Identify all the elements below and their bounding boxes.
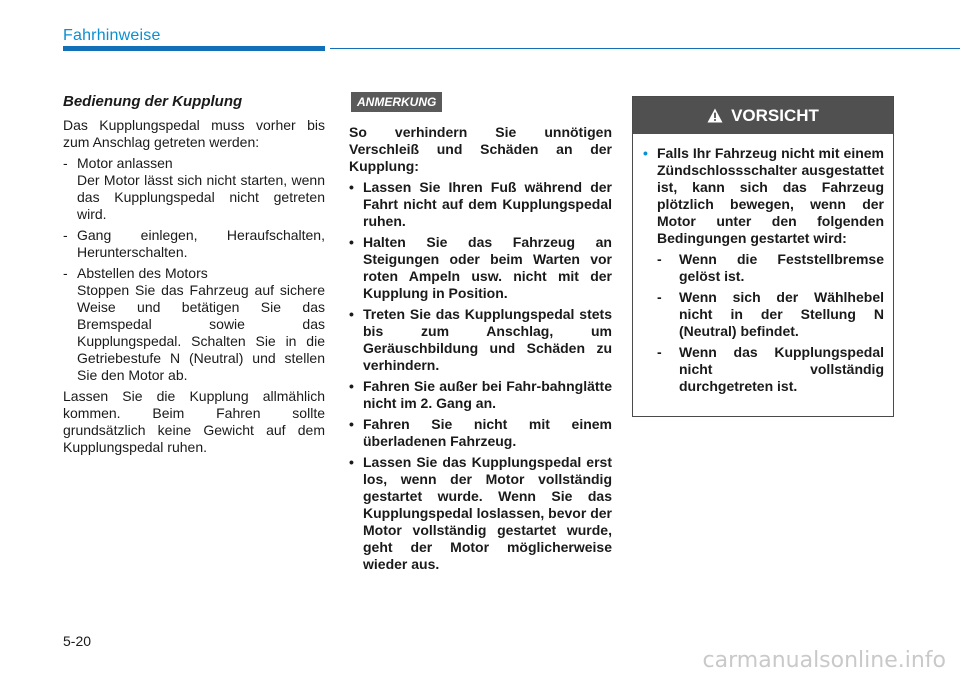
list-item: • Treten Sie das Kupplungspedal stets bis zum Anschlag, um Geräuschbildung und Schäden zu verhindern. (349, 306, 612, 373)
caution-box (632, 96, 894, 417)
bullet-icon: • (349, 179, 354, 195)
dash-mark: - (63, 227, 68, 243)
list-item: • Lassen Sie das Kupplungspedal erst los, wenn der Motor vollständig gestartet wurde. Wenn Sie das Kupplungspedal loslassen, bevor der Motor vollständig gestartet wurde, geht der Motor möglicherweise wieder aus. (349, 454, 612, 572)
caution-list (643, 251, 884, 395)
caution-lead-item (643, 145, 884, 247)
dash-mark: - (63, 155, 68, 171)
header-rule-thin (330, 48, 960, 49)
list-item-detail: Der Motor lässt sich nicht starten, wenn das Kupplungspedal nicht getreten wird. (77, 172, 325, 222)
caution-body (633, 134, 893, 395)
bullet-icon: • (349, 378, 354, 394)
note-intro: So verhindern Sie unnötigen Verschleiß und Schäden an der Kupplung: (349, 124, 612, 174)
list-item (63, 265, 325, 384)
dash-mark: - (657, 251, 662, 267)
clutch-outro: Lassen Sie die Kupplung allmählich kommen. Beim Fahren sollte grundsätzlich keine Gewicht auf dem Kupplungspedal ruhen. (63, 388, 325, 455)
bullet-icon: • (349, 454, 354, 470)
list-item-label: Abstellen des Motors (77, 265, 208, 281)
list-item-label: Motor anlassen (77, 155, 173, 171)
list-item-detail: Stoppen Sie das Fahrzeug auf sichere Weise und betätigen Sie das Bremspedal sowie das Kupplungspedal. Schalten Sie in die Getriebestufe N (Neutral) und stellen Sie den Motor ab. (77, 282, 325, 383)
dash-mark: - (63, 265, 68, 281)
header-rule-thick (63, 46, 325, 51)
page-number: 5-20 (63, 633, 92, 649)
caution-header (633, 97, 893, 134)
caution-lead: Falls Ihr Fahrzeug nicht mit einem Zündschlossschalter ausgestattet ist, kann sich das Fahrzeug plötzlich bewegen, wenn der Motor unter den folgenden Bedingungen gestartet wird: (657, 145, 884, 246)
list-item: • Fahren Sie nicht mit einem überladenen Fahrzeug. (349, 416, 612, 449)
list-item: • Fahren Sie außer bei Fahr-bahnglätte nicht im 2. Gang an. (349, 378, 612, 411)
dash-mark: - (657, 344, 662, 360)
caution-title: VORSICHT (731, 105, 819, 125)
warning-triangle-icon (707, 108, 723, 123)
note-badge: ANMERKUNG (351, 92, 442, 112)
bullet-icon: • (349, 234, 354, 250)
list-item (63, 155, 325, 223)
middle-column (349, 92, 612, 577)
dash-mark: - (657, 289, 662, 305)
bullet-icon: • (349, 306, 354, 322)
watermark: carmanualsonline.info (702, 648, 946, 673)
list-item: • Halten Sie das Fahrzeug an Steigungen oder beim Warten vor roten Ampeln usw. nicht mit der Kupplung in Position. (349, 234, 612, 301)
blue-bullet-icon: • (643, 145, 648, 161)
list-item-label: Gang einlegen, Heraufschalten, Herunterschalten. (77, 227, 325, 260)
list-item: • Lassen Sie Ihren Fuß während der Fahrt nicht auf dem Kupplungspedal ruhen. (349, 179, 612, 229)
section-title: Fahrhinweise (63, 27, 161, 44)
clutch-intro: Das Kupplungspedal muss vorher bis zum Anschlag getreten werden: (63, 117, 325, 150)
list-item (63, 227, 325, 261)
clutch-heading: Bedienung der Kupplung (63, 93, 243, 110)
list-item: - Wenn das Kupplungspedal nicht vollständig durchgetreten ist. (643, 344, 884, 395)
left-column (63, 92, 325, 456)
list-item: - Wenn sich der Wählhebel nicht in der Stellung N (Neutral) befindet. (643, 289, 884, 340)
bullet-icon: • (349, 416, 354, 432)
list-item: - Wenn die Feststellbremse gelöst ist. (643, 251, 884, 285)
